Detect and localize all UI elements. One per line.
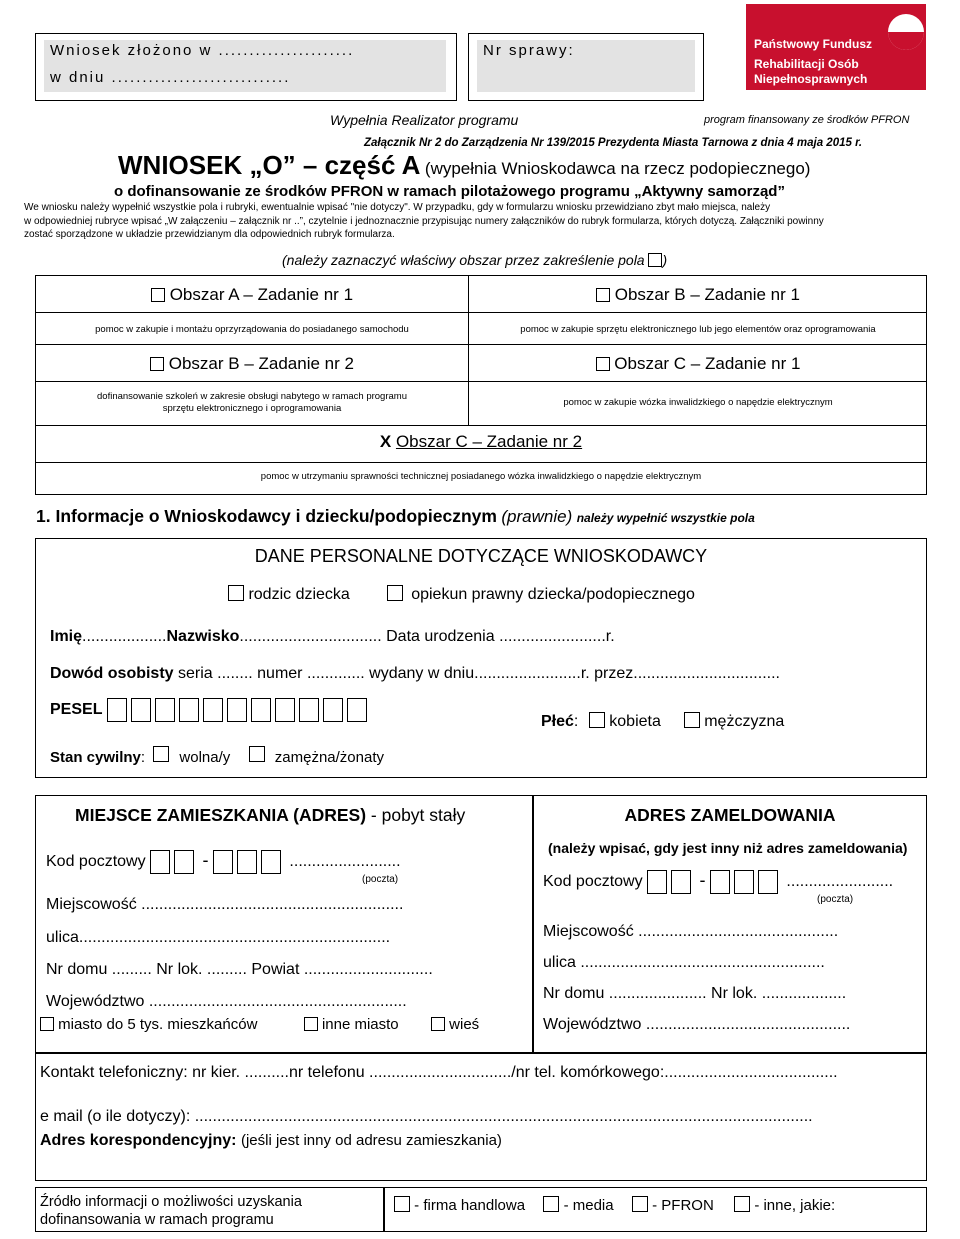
left-title-normal: - pobyt stały [370,805,466,825]
dowod-seria: seria ........ numer ............. wydany w dniu........................r. przez................................. [178,665,780,682]
kod-cell[interactable] [710,870,730,894]
section1-heading [36,506,755,527]
checkbox-pfron[interactable] [632,1196,648,1212]
pesel-cell[interactable] [251,698,271,722]
obszar-c1[interactable] [469,354,927,374]
right-kod-label: Kod pocztowy [543,873,643,891]
kores-label: Adres korespondencyjny: [40,1132,237,1149]
checkbox-icon [648,253,662,267]
kod-cell[interactable] [237,850,257,874]
obszar-a1-desc: pomoc w zakupie i montażu oprzyrządowania do posiadanego samochodu [95,324,409,335]
obszar-b2-desc1: dofinansowanie szkoleń w zakresie obsługi nabytego w ramach programu [97,391,407,402]
obszar-b2-desc2: sprzętu elektronicznego i oprogramowania [162,403,342,414]
checkbox-kobieta[interactable] [589,712,605,728]
kod-cell[interactable] [213,850,233,874]
opt-wolna: wolna/y [179,749,231,766]
obszar-c2-desc: pomoc w utrzymaniu sprawności technicznej posiadanego wózka inwalidzkiego o napędzie elektrycznym [260,471,702,482]
checkbox-zamezna[interactable] [249,746,265,762]
checkbox-inne[interactable] [734,1196,750,1212]
opt-firma: - firma handlowa [414,1197,526,1214]
obszar-c2-title: Obszar C – Zadanie nr 2 [395,432,583,451]
obszar-hline2 [35,344,927,345]
checkbox-rodzic[interactable] [228,585,244,601]
nr-sprawy-label: Nr sprawy: [483,42,575,59]
source-label-2: dofinansowania w ramach programu [40,1212,274,1228]
kod-cell[interactable] [150,850,170,874]
opt-rodzic: rodzic dziecka [248,586,350,603]
right-address-note: (należy wpisać, gdy jest inny niż adres zameldowania) [548,840,908,856]
checkbox-miasto5[interactable] [40,1017,54,1031]
pesel-cell[interactable] [155,698,175,722]
opt-inne: - inne, jakie: [754,1197,836,1214]
section1-paren: (prawnie) [501,507,573,526]
obszar-b2[interactable] [36,354,468,374]
kod-cell[interactable] [174,850,194,874]
pesel-cell[interactable] [275,698,295,722]
logo-line2: Rehabilitacji Osób [754,57,859,71]
obszar-b2-title: Obszar B – Zadanie nr 2 [168,354,354,373]
obszar-c2-mark[interactable]: X [379,432,392,451]
checkbox-wies[interactable] [431,1017,445,1031]
kod-cell[interactable] [261,850,281,874]
kontakt-row[interactable]: Kontakt telefoniczny: nr kier. ..........nr telefonu ................................/nr tel. komórkowego:....................................... [40,1064,838,1081]
wniosek-zlozono-box [35,33,457,101]
checkbox-opiekun[interactable] [387,585,403,601]
source-options [394,1196,835,1214]
pesel-cell[interactable] [107,698,127,722]
left-title-bold: MIEJSCE ZAMIESZKANIA (ADRES) [75,805,367,825]
form-title-sub: (wypełnia Wnioskodawca na rzecz podopiecznego) [424,159,811,178]
plec-row: Płeć: kobieta mężczyzna [541,713,785,730]
address-box-left [35,795,533,1053]
pesel-row[interactable] [50,698,371,722]
obszar-b1[interactable] [469,285,927,305]
form-subtitle: o dofinansowanie ze środków PFRON w ramach pilotażowego programu „Aktywny samorząd” [114,183,785,200]
dowod-row[interactable] [50,665,780,683]
pesel-cell[interactable] [227,698,247,722]
right-nrdomu[interactable]: Nr domu ...................... Nr lok. ................... [543,985,847,1002]
obszar-a1[interactable] [36,285,468,305]
personal-data-box [35,538,927,778]
right-ulica[interactable]: ulica ....................................................... [543,954,825,971]
obszar-a1-title: Obszar A – Zadanie nr 1 [169,285,354,304]
realizator-note: Wypełnia Realizator programu [330,112,519,128]
obszar-b1-desc: pomoc w zakupie sprzętu elektronicznego lub jego elementów oraz oprogramowania [520,324,876,335]
personal-header: DANE PERSONALNE DOTYCZĄCE WNIOSKODAWCY [254,546,708,566]
form-title [118,150,810,181]
opt-media: - media [563,1197,614,1214]
opt-opiekun: opiekun prawny dziecka/podopiecznego [411,586,695,603]
obszar-hint-text: (należy zaznaczyć właściwy obszar przez zakreślenie pola [282,252,649,268]
pesel-cell[interactable] [131,698,151,722]
nazwisko-label: Nazwisko [166,628,240,645]
pesel-label: PESEL [50,701,103,718]
obszar-c1-desc: pomoc w zakupie wózka inwalidzkiego o napędzie elektrycznym [563,397,833,408]
checkbox-b1[interactable] [596,288,610,302]
obszar-hline5 [35,462,927,463]
data-urodzenia: Data urodzenia ........................r. [386,628,615,645]
right-address-title: ADRES ZAMELDOWANIA [624,805,836,825]
left-kod-row[interactable]: Kod pocztowy - ......................... [46,850,401,874]
section1-title: 1. Informacje o Wnioskodawcy i dziecku/podopiecznym [36,506,497,526]
opt-kobieta: kobieta [609,713,661,730]
checkbox-wolna[interactable] [153,746,169,762]
left-poczta-label: (poczta) [362,874,399,885]
instruction-1: We wniosku należy wypełnić wszystkie pola i rubryki, ewentualnie wpisać "nie dotyczy". W przypadku, gdy w formularzu wniosku przewidziano zbyt mało miejsca, należy [24,202,771,213]
logo-line3: Niepełnosprawnych [754,72,868,86]
left-address-title [75,805,465,826]
checkbox-firma[interactable] [394,1196,410,1212]
left-miejscowosc[interactable]: Miejscowość ........................................................... [46,896,404,913]
opt-inne-miasto: inne miasto [321,1016,399,1033]
checkbox-a1[interactable] [151,288,165,302]
pesel-cell[interactable] [299,698,319,722]
right-miejscowosc[interactable]: Miejscowość ............................................. [543,923,839,940]
right-poczta-label: (poczta) [817,894,854,905]
imie-label: Imię [50,628,83,645]
pfron-logo [746,4,926,90]
kores-note: (jeśli jest inny od adresu zamieszkania) [240,1132,502,1149]
obszar-hline3 [35,381,927,382]
wniosek-label: Wniosek złożono w ...................... [50,42,355,59]
pesel-cell[interactable] [347,698,367,722]
left-ulica[interactable]: ulica...................................................................... [46,929,391,946]
right-poczta-dots: ........................ [786,873,894,891]
locality-type-row [40,1016,479,1033]
left-poczta-dots: ......................... [289,853,401,871]
email-row[interactable]: e mail (o ile dotyczy): ........................................................................................................................................... [40,1108,813,1125]
form-title-main: WNIOSEK „O” – część A [118,150,421,180]
opt-zamezna: zamężna/żonaty [274,749,384,766]
obszar-hline4 [35,425,927,426]
obszar-b1-title: Obszar B – Zadanie nr 1 [614,285,800,304]
name-row[interactable] [50,628,615,646]
left-wojewodztwo[interactable]: Województwo .......................................................... [46,993,407,1010]
obszar-hline1 [35,312,927,313]
wniosek-date: w dniu ............................. [50,69,291,86]
finansowany-note: program finansowany ze środków PFRON [704,114,910,126]
dowod-label: Dowód osobisty [50,665,174,682]
right-wojewodztwo[interactable]: Województwo .............................................. [543,1016,851,1033]
pesel-cell[interactable] [179,698,199,722]
pesel-cell[interactable] [323,698,343,722]
korespondencja-row[interactable] [40,1132,502,1150]
opt-wies: wieś [449,1016,480,1033]
logo-line1: Państwowy Fundusz [754,37,873,51]
opt-mezczyzna: mężczyzna [704,713,785,730]
section1-note: należy wypełnić wszystkie pola [576,511,755,525]
instruction-3: zostać sporządzone w układzie przewidzianym dla odpowiednich rubryk formularza. [24,229,395,240]
checkbox-mezczyzna[interactable] [684,712,700,728]
kod-cell[interactable] [647,870,667,894]
source-label-1: Źródło informacji o możliwości uzyskania [40,1194,302,1210]
kod-cell[interactable] [671,870,691,894]
left-kod-label: Kod pocztowy [46,853,146,871]
instruction-2: w odpowiedniej rubryce wpisać „W załączeniu – załącznik nr ..”, czytelnie i jednoznacznie przypisując numery załączników do rubryk formularza, których dotyczą. Załączniki powinny [24,216,824,227]
logo-emblem-icon [878,12,924,58]
nr-sprawy-box [468,33,704,101]
checkbox-c1[interactable] [596,357,610,371]
obszar-c1-title: Obszar C – Zadanie nr 1 [614,354,801,373]
obszar-c2[interactable] [35,432,927,452]
left-nrdomu[interactable]: Nr domu ......... Nr lok. ......... Powiat ............................. [46,961,433,978]
stan-cywilny-row: Stan cywilny: wolna/y zamężna/żonaty [50,746,384,766]
stan-label: Stan cywilny [50,749,141,766]
obszar-hint [282,252,667,268]
obszar-hint-end: ) [662,252,668,268]
kod-cell[interactable] [758,870,778,894]
kod-cell[interactable] [734,870,754,894]
pesel-cell[interactable] [203,698,223,722]
right-kod-row[interactable]: Kod pocztowy - ........................ [543,870,893,894]
zalacznik-note: Załącznik Nr 2 do Zarządzenia Nr 139/2015 Prezydenta Miasta Tarnowa z dnia 4 maja 2015 r. [364,137,863,149]
imie-dots: ................... [82,628,167,645]
checkbox-media[interactable] [543,1196,559,1212]
nazwisko-dots: ................................ [239,628,382,645]
opt-miasto5: miasto do 5 tys. mieszkańców [58,1016,258,1033]
applicant-type [228,585,695,604]
opt-pfron: - PFRON [652,1197,714,1214]
plec-label: Płeć [541,713,574,730]
checkbox-b2[interactable] [150,357,164,371]
checkbox-inne-miasto[interactable] [304,1017,318,1031]
